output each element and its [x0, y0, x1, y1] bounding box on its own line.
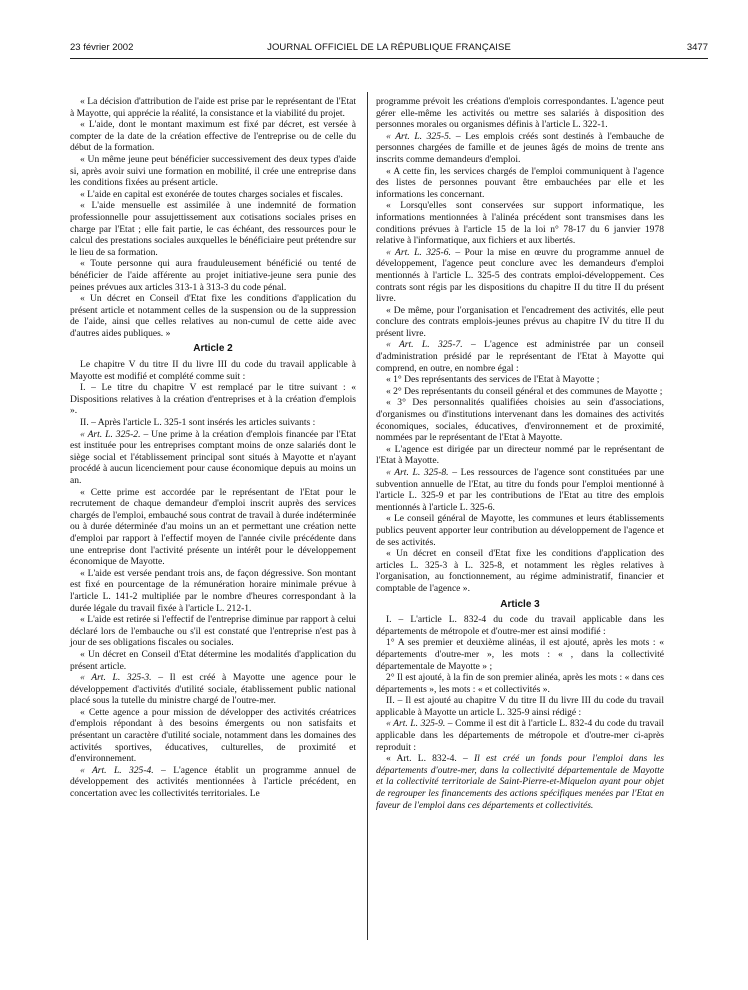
paragraph-text: – Il est créé un fonds pour l'emploi dans les départements d'outre-mer, dans la collectivité départementale de Mayotte et la collectivité territoriale de Saint-Pierre-et-Miquelon ayant pour objet de regrouper les financements des actions spécifiques menées par l'Etat en faveur de l'emploi dans ces départements et collectivités.: [376, 753, 664, 811]
paragraph: Le chapitre V du titre II du livre III du code du travail applicable à Mayotte est modifié et complété comme suit :: [70, 359, 356, 382]
article-paragraph: [376, 247, 664, 305]
article-heading: Article 2: [193, 343, 233, 355]
header-page-number: 3477: [686, 42, 708, 53]
paragraph: « A cette fin, les services chargés de l'emploi communiquent à l'agence des listes de personnes pouvant être embauchées par elle et les informations les concernant.: [376, 165, 664, 200]
article-reference: « Art. L. 325-4.: [80, 764, 154, 776]
paragraph: « Un décret en Conseil d'Etat détermine les modalités d'application du présent article.: [70, 648, 356, 672]
header-date: 23 février 2002: [70, 42, 134, 53]
paragraph: « L'aide est retirée si l'effectif de l'entreprise diminue par rapport à celui déclaré lors de l'embauche ou s'il est constaté que l'entreprise n'est pas à jour de ses obligations fiscales ou sociales.: [70, 614, 356, 649]
paragraph-text: – Les ressources de l'agence sont constituées par une subvention annuelle de l'Etat, au titre du fonds pour l'emploi mentionné à l'article L. 325-9 et par les contributions de l'Etat au titre des emplois mentionnés à l'article L. 325-6.: [376, 467, 664, 513]
paragraph: « Lorsqu'elles sont conservées sur support informatique, les informations mentionnées à l'alinéa précédent sont transmises dans les conditions prévues à l'article 15 de la loi n° 78-17 du 6 janvier 1978 relative à l'informatique, aux fichiers et aux libertés.: [376, 200, 664, 247]
paragraph: « Cette agence a pour mission de développer des activités créatrices d'emplois répondant à des besoins émergents ou non satisfaits et présentant un caractère d'utilité sociale, notamment dans les domaines des activités sportives, éducatives, culturelles, de proximité et d'environnement.: [70, 706, 356, 765]
article-paragraph: [376, 718, 664, 753]
paragraph-text: – Une prime à la création d'emplois financée par l'Etat est instituée pour les entreprises comptant moins de onze salariés dont le siège social et l'établissement principal sont situés à Mayotte et n'ayant procédé à aucun licenciement pour cause économique depuis au moins un an.: [70, 428, 356, 486]
article-paragraph: [70, 765, 356, 800]
paragraph: « 3° Des personnalités qualifiées choisies au sein d'associations, d'organismes ou d'institutions intervenant dans les domaines des activités économiques, sociales, éducatives, d'environnement et de proximité, nommées par le représentant de l'Etat à Mayotte.: [376, 397, 664, 444]
paragraph: I. – L'article L. 832-4 du code du travail applicable dans les départements de métropole et d'outre-mer est ainsi modifié :: [376, 614, 664, 637]
article-paragraph: [376, 467, 664, 513]
article-paragraph: [376, 753, 664, 811]
paragraph: II. – Après l'article L. 325-1 sont insérés les articles suivants :: [80, 417, 316, 429]
paragraph: « Un décret en conseil d'Etat fixe les conditions d'application des articles L. 325-3 à L. 325-8, et notamment les règles relatives à l'organisation, au fonctionnement, au régime administratif, financier et comptable de l'agence ».: [376, 548, 664, 594]
article-reference: « Art. L. 325-9.: [386, 718, 446, 730]
page-header: [70, 42, 708, 56]
paragraph: « Toute personne qui aura frauduleusement bénéficié ou tenté de bénéficier de l'aide afférente au projet initiative-jeune sera punie des peines prévues aux articles 313-1 à 313-3 du code pénal.: [70, 258, 356, 293]
paragraph: « L'aide est versée pendant trois ans, de façon dégressive. Son montant est fixé en pourcentage de la rémunération horaire minimale prévue à l'article L. 141-2 multipliée par le nombre d'heures correspondant à la durée légale du travail fixée à l'article L. 212-1.: [70, 567, 356, 614]
paragraph-text: – Il est créé à Mayotte une agence pour le développement d'activités d'utilité sociale, établissement public national placé sous la tutelle du ministre chargé de l'outre-mer.: [70, 672, 357, 707]
paragraph: « Cette prime est accordée par le représentant de l'Etat pour le recrutement de chaque demandeur d'emploi inscrit auprès des services chargés de l'emploi, embauché sous contrat de travail à durée indéterminée ou à durée déterminée d'au moins un an et permettant une création nette d'emploi par rapport à l'effectif moyen de l'année civile précédente dans une entreprise dont l'activité présente un intérêt pour le développement économique de Mayotte.: [70, 486, 356, 568]
article-reference: « Art. L. 325-7.: [386, 339, 463, 351]
article-reference: « Art. L. 832-4.: [386, 753, 457, 765]
paragraph: « L'aide, dont le montant maximum est fixé par décret, est versée à compter de la date de la création effective de l'entreprise ou de celle du début de la formation.: [70, 119, 356, 154]
left-column: [70, 96, 356, 800]
paragraph-text: – Comme il est dit à l'article L. 832-4 du code du travail applicable dans les départements de métropole et d'outre-mer ci-après reproduit :: [376, 718, 664, 753]
paragraph: « De même, pour l'organisation et l'encadrement des activités, elle peut conclure des contrats emplois-jeunes prévus au chapitre IV du titre II du présent livre.: [376, 304, 664, 339]
article-reference: « Art. L. 325-6.: [386, 246, 451, 258]
article-paragraph: [70, 672, 356, 707]
paragraph: « L'aide mensuelle est assimilée à une indemnité de formation professionnelle pour assujettissement aux cotisations sociales prises en charge par l'Etat ; elle fait partie, le cas échéant, des ressources pour le calcul des prestations sociales auxquelles le bénéficiaire peut prétendre sur le lieu de sa formation.: [70, 200, 356, 258]
right-column: [376, 96, 664, 811]
article-reference: « Art. L. 325-8.: [386, 467, 449, 478]
paragraph: 1° A ses premier et deuxième alinéas, il est ajouté, après les mots : « départements d'outre-mer », les mots : « , dans la collectivité départementale de Mayotte » ;: [376, 637, 664, 672]
paragraph: « Un même jeune peut bénéficier successivement des deux types d'aide si, après avoir suivi une formation en mobilité, il crée une entreprise dans les conditions fixées au présent article.: [70, 153, 356, 189]
paragraph: « L'aide en capital est exonérée de toutes charges sociales et fiscales.: [80, 188, 343, 200]
paragraph: « 1° Des représentants des services de l'Etat à Mayotte ;: [386, 374, 600, 386]
paragraph-text: – L'agence établit un programme annuel de développement des activités mentionnées à l'article précédent, en concertation avec les collectivités territoriales. Le: [70, 764, 356, 800]
header-journal-title: JOURNAL OFFICIEL DE LA RÉPUBLIQUE FRANÇAISE: [267, 42, 511, 53]
paragraph-text: – L'agence est administrée par un conseil d'administration présidé par le représentant de l'Etat à Mayotte qui comprend, en outre, en nombre égal :: [376, 339, 664, 374]
article-reference: « Art. L. 325-5.: [386, 130, 452, 142]
article-paragraph: [376, 131, 664, 166]
paragraph-text: – Les emplois créés sont destinés à l'embauche de personnes chargées de famille et de jeunes âgés de moins de trente ans inscrits comme demandeurs d'emploi.: [376, 130, 664, 165]
paragraph: « Un décret en Conseil d'Etat fixe les conditions d'application du présent article et notamment celles de la suspension ou de la suppression de l'aide, ainsi que celles relatives au non-cumul de cette aide avec d'autres aides publiques. »: [70, 293, 356, 339]
paragraph: programme prévoit les créations d'emplois correspondantes. L'agence peut gérer elle-même les activités ou mettre ses salariés à disposition des personnes morales ou organismes définis à l'article L. 322-1.: [376, 96, 664, 131]
paragraph-text: – Pour la mise en œuvre du programme annuel de développement, l'agence peut conclure avec les demandeurs d'emploi mentionnés à l'article L. 325-5 des contrats emploi-développement. Ces contrats sont régis par les dispositions du chapitre II du titre II du présent livre.: [376, 246, 664, 305]
paragraph: « 2° Des représentants du conseil général et des communes de Mayotte ;: [386, 385, 663, 397]
article-heading: Article 3: [500, 598, 540, 610]
column-divider: [367, 92, 368, 940]
article-paragraph: [70, 429, 356, 487]
paragraph: I. – Le titre du chapitre V est remplacé par le titre suivant : « Dispositions relatives à la création d'entreprises et à la création d'emplois ».: [70, 382, 356, 417]
article-reference: « Art. L. 325-3.: [80, 672, 152, 684]
paragraph: II. – Il est ajouté au chapitre V du titre II du livre III du code du travail applicable à Mayotte un article L. 325-9 ainsi rédigé :: [376, 695, 664, 718]
paragraph: « La décision d'attribution de l'aide est prise par le représentant de l'Etat à Mayotte, qui apprécie la réalité, la consistance et la viabilité du projet.: [70, 96, 356, 119]
article-paragraph: [376, 339, 664, 374]
paragraph: « Le conseil général de Mayotte, les communes et leurs établissements publics peuvent apporter leur contribution au développement de l'agence et de ses activités.: [376, 513, 664, 548]
article-reference: « Art. L. 325-2.: [80, 428, 141, 440]
paragraph: « L'agence est dirigée par un directeur nommé par le représentant de l'Etat à Mayotte.: [376, 443, 664, 467]
header-rule: [70, 58, 708, 59]
paragraph: 2° Il est ajouté, à la fin de son premier alinéa, après les mots : « dans ces départements », les mots : « et collectivités ».: [376, 672, 664, 695]
